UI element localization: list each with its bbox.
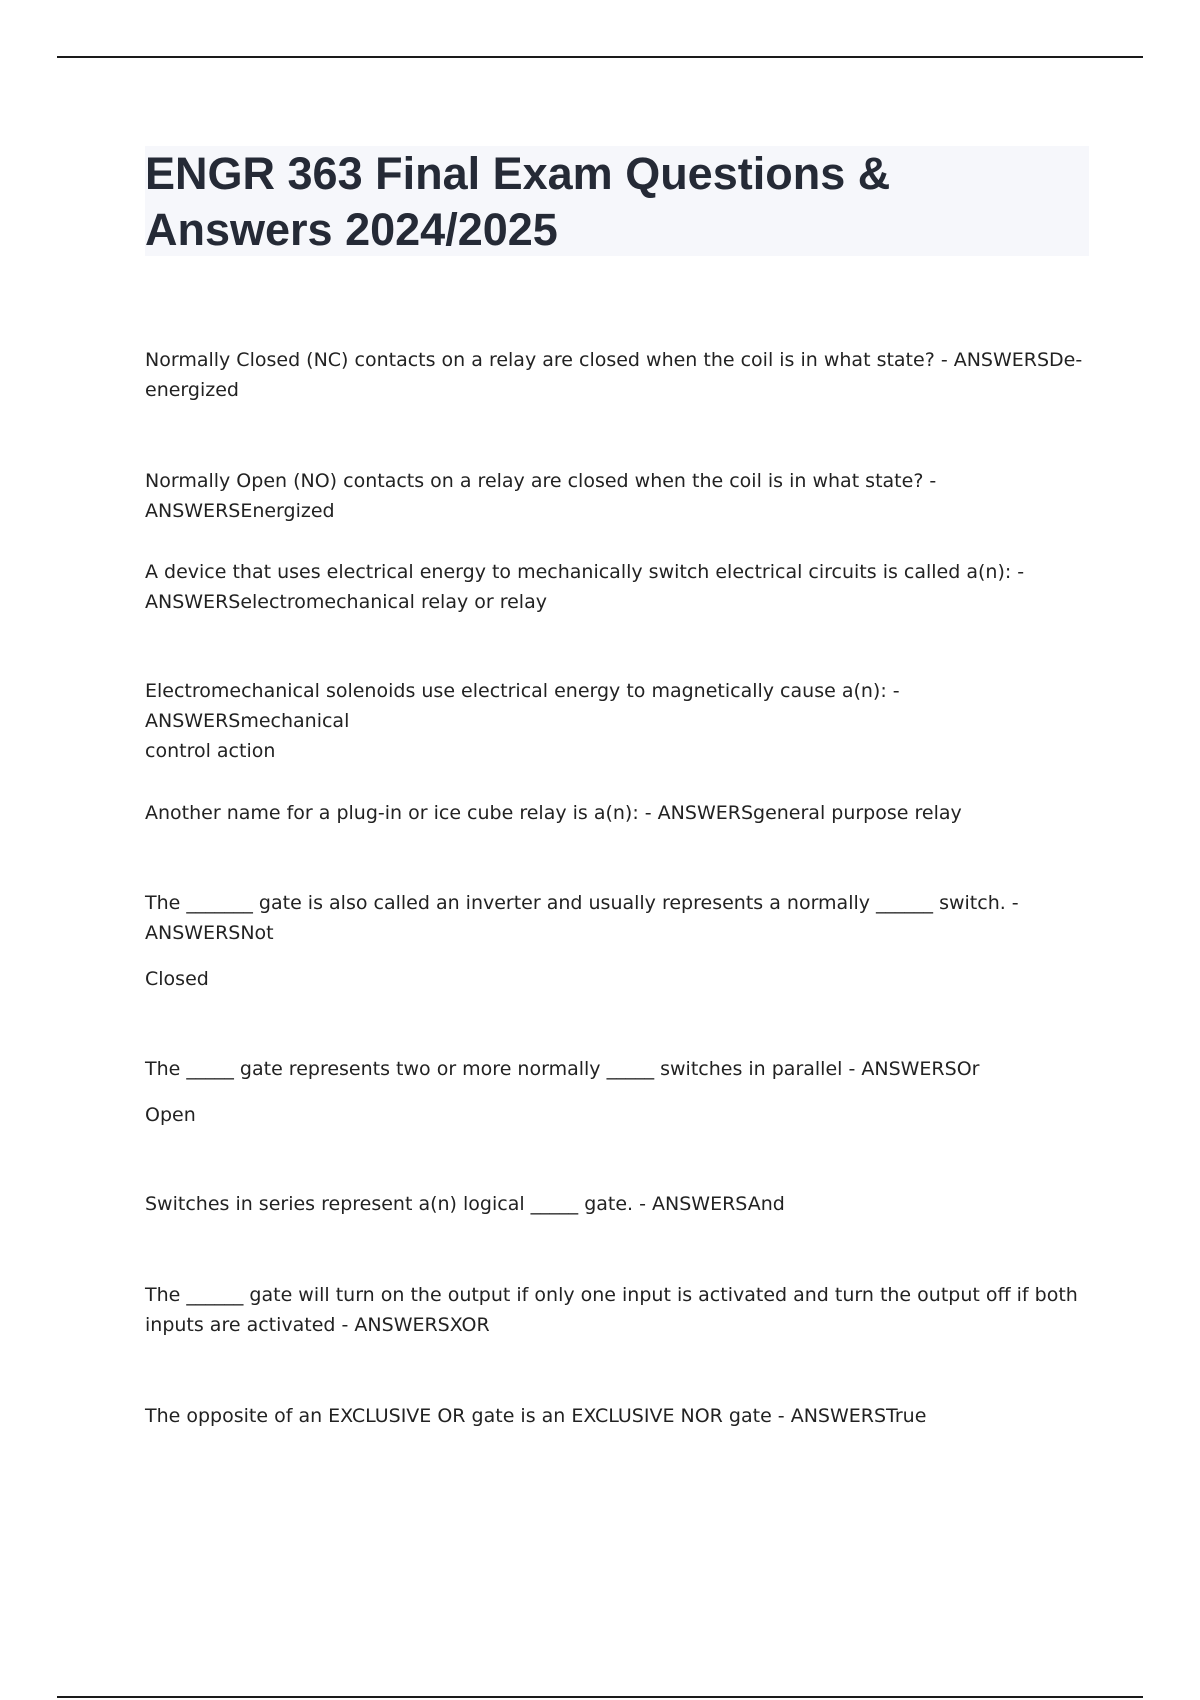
qa-item-text: The ______ gate will turn on the output if only one input is activated and turn the output off if both xyxy=(145,1284,1078,1306)
qa-item-text: ANSWERSelectromechanical relay or relay xyxy=(145,591,547,613)
title-block xyxy=(145,146,1089,256)
qa-item-7 xyxy=(145,1054,1085,1130)
qa-item-2 xyxy=(145,466,1085,526)
qa-item-text: The opposite of an EXCLUSIVE OR gate is an EXCLUSIVE NOR gate - ANSWERSTrue xyxy=(145,1405,927,1427)
document-title xyxy=(145,146,1089,258)
qa-item-text: inputs are activated - ANSWERSXOR xyxy=(145,1314,490,1336)
qa-item-10 xyxy=(145,1401,1085,1431)
qa-item-6 xyxy=(145,888,1085,994)
qa-item-text: energized xyxy=(145,379,239,401)
title-line-2: Answers 2024/2025 xyxy=(145,204,558,255)
qa-item-text: Closed xyxy=(145,968,209,990)
bottom-rule xyxy=(57,1696,1143,1698)
title-line-1: ENGR 363 Final Exam Questions & xyxy=(145,148,891,199)
qa-item-text: Normally Closed (NC) contacts on a relay are closed when the coil is in what state? - ANSWERSDe- xyxy=(145,349,1083,371)
qa-item-text: Another name for a plug-in or ice cube relay is a(n): - ANSWERSgeneral purpose relay xyxy=(145,802,962,824)
qa-item-3 xyxy=(145,557,1085,617)
qa-item-text: A device that uses electrical energy to mechanically switch electrical circuits is called a(n): - xyxy=(145,561,1025,583)
qa-item-text: The _______ gate is also called an inverter and usually represents a normally ______ switch. - xyxy=(145,892,1019,914)
qa-item-8 xyxy=(145,1189,1085,1219)
top-rule xyxy=(57,56,1143,58)
qa-item-text: Electromechanical solenoids use electrical energy to magnetically cause a(n): - ANSWERSmechanical xyxy=(145,680,900,732)
qa-item-1 xyxy=(145,345,1085,405)
qa-item-text: Normally Open (NO) contacts on a relay are closed when the coil is in what state? - ANSWERSEnergized xyxy=(145,470,937,522)
qa-item-text: control action xyxy=(145,740,276,762)
qa-item-9 xyxy=(145,1280,1085,1340)
qa-item-4 xyxy=(145,676,1085,766)
qa-item-text: Switches in series represent a(n) logical _____ gate. - ANSWERSAnd xyxy=(145,1193,785,1215)
qa-item-text: Open xyxy=(145,1104,196,1126)
qa-item-5 xyxy=(145,798,1085,828)
qa-item-text: ANSWERSNot xyxy=(145,922,274,944)
qa-item-text: The _____ gate represents two or more normally _____ switches in parallel - ANSWERSOr xyxy=(145,1058,980,1080)
